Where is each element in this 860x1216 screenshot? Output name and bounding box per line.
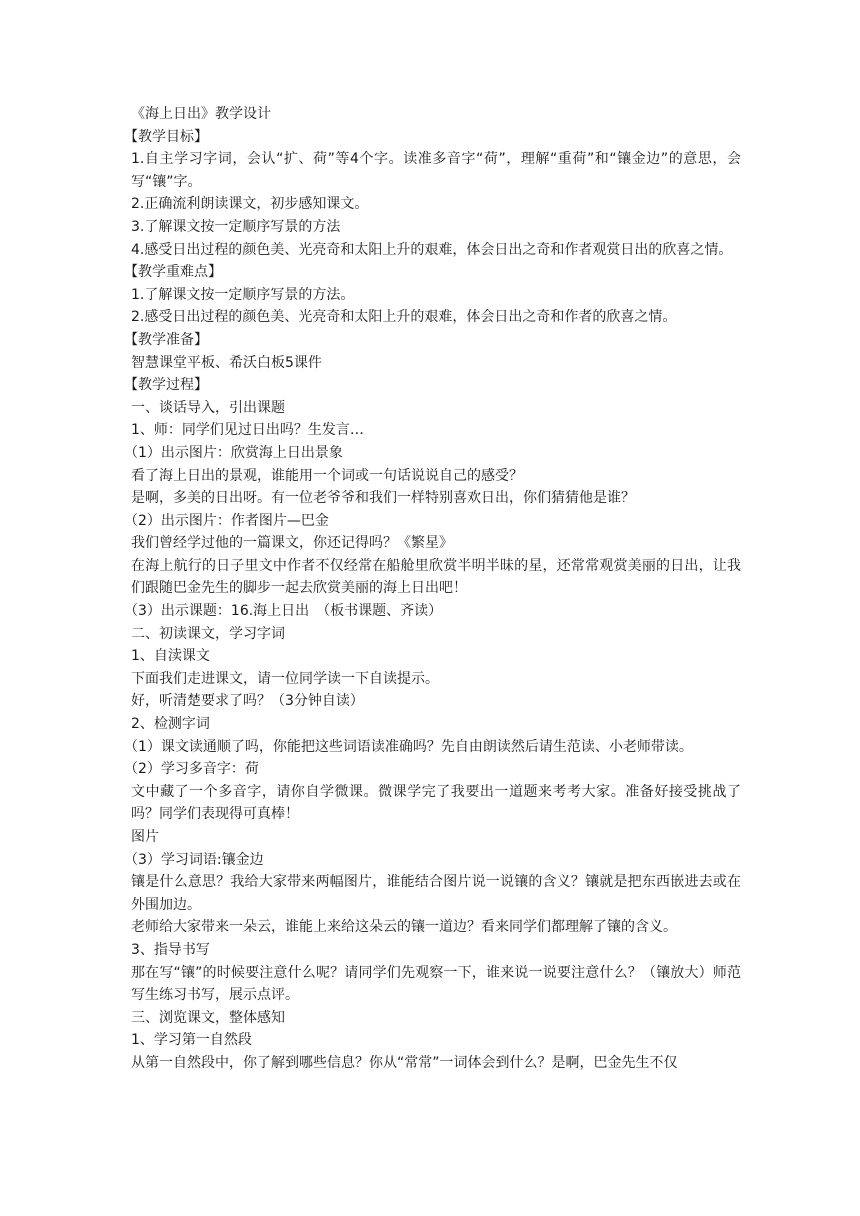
paragraph: （2）学习多音字：荷 <box>124 761 259 778</box>
paragraph: 在海上航行的日子里文中作者不仅经常在船舱里欣赏半明半昧的星，还常常观赏美丽的日出，让我们跟随巴金先生的脚步一起去欣赏美丽的海上日出吧！ <box>131 557 741 597</box>
section-heading-process: 【教学过程】 <box>124 377 208 394</box>
paragraph: （1）课文读通顺了吗，你能把这些词语读准确吗？先自由朗读然后请生范读、小老师带读。 <box>124 738 693 755</box>
process-part-3-heading: 三、浏览课文，整体感知 <box>131 1009 285 1026</box>
paragraph: 1、自渎课文 <box>131 648 210 665</box>
paragraph: 下面我们走进课文，请一位同学读一下自读提示。 <box>131 670 439 687</box>
paragraph: 是啊，多美的日出呀。有一位老爷爷和我们一样特别喜欢日出，你们猜猜他是谁？ <box>131 490 635 507</box>
paragraph: 文中藏了一个多音字，请你自学微课。微课学完了我要出一道题来考考大家。准备好接受挑战了吗？同学们表现得可真棒！ <box>131 783 741 823</box>
section-heading-preparation: 【教学准备】 <box>124 331 208 348</box>
paragraph: 好，听清楚要求了吗？（3分钟自读） <box>131 693 364 710</box>
paragraph: 1、学习第一自然段 <box>131 1032 252 1049</box>
preparation-text: 智慧课堂平板、希沃白板5课件 <box>131 354 322 371</box>
paragraph: 那在写“镶”的时候要注意什么呢？请同学们先观察一下，谁来说一说要注意什么？（镶放大）师范写生练习书写，展示点评。 <box>131 964 741 1004</box>
paragraph: 看了海上日出的景观，谁能用一个词或一句话说说自己的感受？ <box>131 467 523 484</box>
paragraph: 从第一自然段中，你了解到哪些信息？你从“常常”一词体会到什么？是啊，巴金先生不仅 <box>131 1054 678 1071</box>
paragraph: 我们曾经学过他的一篇课文，你还记得吗？《繁星》 <box>131 535 453 552</box>
paragraph: （3）出示课题：16.海上日出 （板书课题、齐读） <box>124 603 443 620</box>
key-point-1: 1.了解课文按一定顺序写景的方法。 <box>131 286 355 303</box>
document-title: 《海上日出》教学设计 <box>131 106 271 122</box>
paragraph: 3、指导书写 <box>131 941 210 958</box>
paragraph: 老师给大家带来一朵云，谁能上来给这朵云的镶一道边？看来同学们都理解了镶的含义。 <box>131 919 677 936</box>
objective-2: 2.正确流利朗读课文，初步感知课文。 <box>131 196 369 213</box>
process-part-1-heading: 一、谈话导入，引出课题 <box>131 399 285 416</box>
objective-1: 1.自主学习字词，会认“扩、荷”等4个字。读准多音字“荷”，理解“重荷”和“镶金边”的意思，会写“镶”字。 <box>131 151 741 190</box>
paragraph: 图片 <box>131 829 159 845</box>
paragraph: 1、师：同学们见过日出吗？生发言… <box>131 422 364 439</box>
objective-4: 4.感受日出过程的颜色美、光亮奇和太阳上升的艰难，体会日出之奇和作者观赏日出的欣喜之情。 <box>131 241 733 258</box>
paragraph: 2、检测字词 <box>131 716 210 733</box>
objective-3: 3.了解课文按一定顺序写景的方法 <box>131 218 341 235</box>
section-heading-key-points: 【教学重难点】 <box>124 264 222 281</box>
document-body <box>124 103 741 1075</box>
paragraph: 镶是什么意思？我给大家带来两幅图片，谁能结合图片说一说镶的含义？镶就是把东西嵌进去或在外围加边。 <box>131 874 741 913</box>
paragraph: （2）出示图片：作者图片—巴金 <box>124 512 329 529</box>
process-part-2-heading: 二、初读课文，学习字词 <box>131 625 285 642</box>
key-point-2: 2.感受日出过程的颜色美、光亮奇和太阳上升的艰难，体会日出之奇和作者的欣喜之情。 <box>131 309 677 326</box>
section-heading-objectives: 【教学目标】 <box>124 128 208 145</box>
paragraph: （3）学习词语:镶金边 <box>124 851 264 868</box>
paragraph: （1）出示图片：欣赏海上日出景象 <box>124 444 343 461</box>
